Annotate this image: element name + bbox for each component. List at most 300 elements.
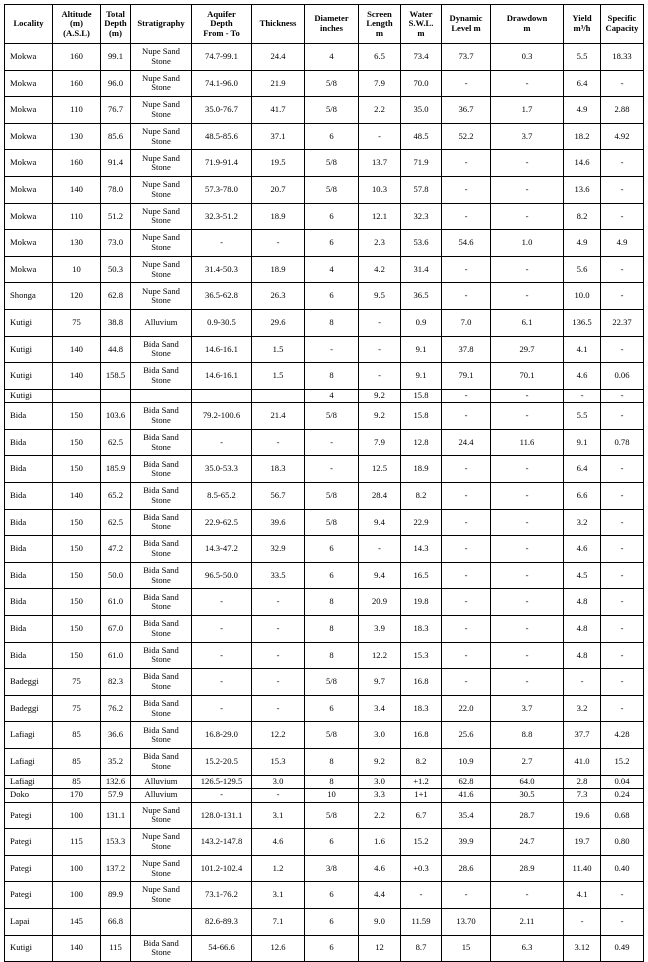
total-depth-cell: 50.0 bbox=[101, 562, 131, 589]
total-depth-cell: 44.8 bbox=[101, 336, 131, 363]
screen-length-cell: 9.5 bbox=[359, 283, 401, 310]
thickness-cell: 1.2 bbox=[252, 855, 305, 882]
table-row bbox=[5, 44, 644, 71]
drawdown-cell: 6.3 bbox=[491, 935, 564, 962]
locality-cell: Pategi bbox=[5, 802, 53, 829]
header-drawdown bbox=[491, 5, 564, 44]
specific-capacity-cell: - bbox=[601, 403, 644, 430]
water-swl-cell: 53.6 bbox=[401, 230, 442, 257]
yield-cell: - bbox=[564, 669, 601, 696]
yield-cell: 3.12 bbox=[564, 935, 601, 962]
stratigraphy-cell bbox=[131, 309, 192, 336]
locality-cell: Mokwa bbox=[5, 203, 53, 230]
specific-capacity-cell: 18.33 bbox=[601, 44, 644, 71]
screen-length-cell: 9.4 bbox=[359, 509, 401, 536]
thickness-cell: - bbox=[252, 789, 305, 803]
stratigraphy-line: Stone bbox=[151, 707, 171, 718]
screen-length-cell: 2.2 bbox=[359, 802, 401, 829]
table-row bbox=[5, 855, 644, 882]
diameter-cell: 5/8 bbox=[305, 722, 359, 749]
stratigraphy-cell bbox=[131, 642, 192, 669]
table-row bbox=[5, 256, 644, 283]
dynamic-level-cell: 7.0 bbox=[442, 309, 491, 336]
table-row bbox=[5, 642, 644, 669]
water-swl-cell: 6.7 bbox=[401, 802, 442, 829]
diameter-cell: 4 bbox=[305, 44, 359, 71]
thickness-cell: 12.2 bbox=[252, 722, 305, 749]
specific-capacity-cell: - bbox=[601, 562, 644, 589]
stratigraphy-cell bbox=[131, 44, 192, 71]
screen-length-cell: 9.0 bbox=[359, 908, 401, 935]
diameter-cell: 10 bbox=[305, 789, 359, 803]
water-swl-cell: 8.2 bbox=[401, 483, 442, 510]
aquifer-depth-cell: - bbox=[192, 429, 252, 456]
stratigraphy-line: Nupe Sand bbox=[142, 125, 180, 136]
stratigraphy-line: Nupe Sand bbox=[142, 179, 180, 190]
dynamic-level-cell: 79.1 bbox=[442, 363, 491, 390]
drawdown-cell: 28.9 bbox=[491, 855, 564, 882]
header-screen-length-line: Screen bbox=[367, 8, 392, 19]
water-swl-cell: 14.3 bbox=[401, 536, 442, 563]
altitude-cell: 110 bbox=[53, 203, 101, 230]
stratigraphy-line: Bida Sand bbox=[143, 751, 179, 762]
stratigraphy-cell bbox=[131, 695, 192, 722]
total-depth-cell: 50.3 bbox=[101, 256, 131, 283]
diameter-cell: - bbox=[305, 336, 359, 363]
altitude-cell: 130 bbox=[53, 230, 101, 257]
stratigraphy-line: Alluvium bbox=[144, 789, 178, 800]
header-yield-line: m³/h bbox=[573, 23, 591, 33]
stratigraphy-cell bbox=[131, 669, 192, 696]
stratigraphy-line: Stone bbox=[151, 468, 171, 479]
water-swl-cell: 15.3 bbox=[401, 642, 442, 669]
stratigraphy-line: Nupe Sand bbox=[142, 205, 180, 216]
stratigraphy-line: Stone bbox=[151, 947, 171, 958]
diameter-cell: 6 bbox=[305, 935, 359, 962]
screen-length-cell: 7.9 bbox=[359, 429, 401, 456]
locality-cell: Pategi bbox=[5, 829, 53, 856]
yield-cell: 18.2 bbox=[564, 123, 601, 150]
specific-capacity-cell: 0.49 bbox=[601, 935, 644, 962]
yield-cell: 4.8 bbox=[564, 615, 601, 642]
stratigraphy-cell bbox=[131, 123, 192, 150]
aquifer-depth-cell: 71.9-91.4 bbox=[192, 150, 252, 177]
stratigraphy-line: Nupe Sand bbox=[142, 232, 180, 243]
yield-cell: 7.3 bbox=[564, 789, 601, 803]
locality-cell: Mokwa bbox=[5, 256, 53, 283]
thickness-cell: - bbox=[252, 615, 305, 642]
drawdown-cell: 0.3 bbox=[491, 44, 564, 71]
diameter-cell: 8 bbox=[305, 589, 359, 616]
water-swl-cell: +1.2 bbox=[401, 775, 442, 789]
stratigraphy-line: Stone bbox=[151, 547, 171, 558]
table-row bbox=[5, 536, 644, 563]
diameter-cell: 5/8 bbox=[305, 669, 359, 696]
borehole-data-table bbox=[4, 4, 644, 962]
locality-cell: Kutigi bbox=[5, 363, 53, 390]
table-row bbox=[5, 97, 644, 124]
thickness-cell: - bbox=[252, 429, 305, 456]
dynamic-level-cell: 13.70 bbox=[442, 908, 491, 935]
stratigraphy-line: Stone bbox=[151, 135, 171, 146]
drawdown-cell: - bbox=[491, 150, 564, 177]
specific-capacity-cell: - bbox=[601, 283, 644, 310]
stratigraphy-cell bbox=[131, 203, 192, 230]
dynamic-level-cell: - bbox=[442, 562, 491, 589]
screen-length-cell: 12.1 bbox=[359, 203, 401, 230]
stratigraphy-cell bbox=[131, 97, 192, 124]
header-aquifer-depth-line: Aquifer bbox=[207, 8, 236, 19]
stratigraphy-cell bbox=[131, 722, 192, 749]
stratigraphy-cell bbox=[131, 176, 192, 203]
screen-length-cell: 9.2 bbox=[359, 748, 401, 775]
altitude-cell: 75 bbox=[53, 309, 101, 336]
altitude-cell: 150 bbox=[53, 642, 101, 669]
yield-cell: 10.0 bbox=[564, 283, 601, 310]
dynamic-level-cell: - bbox=[442, 176, 491, 203]
locality-cell: Shonga bbox=[5, 283, 53, 310]
screen-length-cell: 12.2 bbox=[359, 642, 401, 669]
screen-length-cell: 10.3 bbox=[359, 176, 401, 203]
drawdown-cell: - bbox=[491, 403, 564, 430]
stratigraphy-line: Nupe Sand bbox=[142, 285, 180, 296]
aquifer-depth-cell bbox=[192, 389, 252, 403]
locality-cell: Badeggi bbox=[5, 695, 53, 722]
stratigraphy-cell bbox=[131, 748, 192, 775]
screen-length-cell: - bbox=[359, 536, 401, 563]
specific-capacity-cell: - bbox=[601, 642, 644, 669]
locality-cell: Mokwa bbox=[5, 44, 53, 71]
drawdown-cell: 2.7 bbox=[491, 748, 564, 775]
header-specific-capacity-line: Specific bbox=[607, 13, 637, 24]
dynamic-level-cell: 54.6 bbox=[442, 230, 491, 257]
total-depth-cell: 35.2 bbox=[101, 748, 131, 775]
diameter-cell: 5/8 bbox=[305, 176, 359, 203]
specific-capacity-cell: - bbox=[601, 203, 644, 230]
stratigraphy-line: Stone bbox=[151, 521, 171, 532]
dynamic-level-cell: 28.6 bbox=[442, 855, 491, 882]
stratigraphy-cell bbox=[131, 802, 192, 829]
water-swl-cell: 11.59 bbox=[401, 908, 442, 935]
stratigraphy-cell bbox=[131, 562, 192, 589]
header-total-depth-line: Depth bbox=[104, 18, 127, 29]
water-swl-cell: 8.2 bbox=[401, 748, 442, 775]
screen-length-cell: 9.2 bbox=[359, 403, 401, 430]
stratigraphy-cell bbox=[131, 429, 192, 456]
thickness-cell: 41.7 bbox=[252, 97, 305, 124]
drawdown-cell: - bbox=[491, 256, 564, 283]
specific-capacity-cell: - bbox=[601, 882, 644, 909]
thickness-cell: 1.5 bbox=[252, 363, 305, 390]
water-swl-cell: 12.8 bbox=[401, 429, 442, 456]
aquifer-depth-cell: 35.0-76.7 bbox=[192, 97, 252, 124]
stratigraphy-cell bbox=[131, 829, 192, 856]
table-row bbox=[5, 748, 644, 775]
stratigraphy-line: Stone bbox=[151, 188, 171, 199]
drawdown-cell: - bbox=[491, 283, 564, 310]
locality-cell: Bida bbox=[5, 456, 53, 483]
header-specific-capacity bbox=[601, 5, 644, 44]
screen-length-cell: 3.3 bbox=[359, 789, 401, 803]
stratigraphy-line: Bida Sand bbox=[143, 485, 179, 496]
stratigraphy-cell bbox=[131, 509, 192, 536]
screen-length-cell: - bbox=[359, 363, 401, 390]
specific-capacity-cell: - bbox=[601, 70, 644, 97]
total-depth-cell: 82.3 bbox=[101, 669, 131, 696]
stratigraphy-line: Stone bbox=[151, 494, 171, 505]
aquifer-depth-cell: 0.9-30.5 bbox=[192, 309, 252, 336]
specific-capacity-cell: - bbox=[601, 669, 644, 696]
locality-cell: Bida bbox=[5, 509, 53, 536]
screen-length-cell: 4.6 bbox=[359, 855, 401, 882]
locality-cell: Mokwa bbox=[5, 97, 53, 124]
table-row bbox=[5, 309, 644, 336]
altitude-cell: 160 bbox=[53, 70, 101, 97]
altitude-cell: 85 bbox=[53, 775, 101, 789]
yield-cell: 6.6 bbox=[564, 483, 601, 510]
altitude-cell: 145 bbox=[53, 908, 101, 935]
altitude-cell: 160 bbox=[53, 150, 101, 177]
altitude-cell: 85 bbox=[53, 748, 101, 775]
water-swl-cell: - bbox=[401, 882, 442, 909]
stratigraphy-line: Bida Sand bbox=[143, 564, 179, 575]
yield-cell: - bbox=[564, 908, 601, 935]
diameter-cell: 6 bbox=[305, 283, 359, 310]
table-row bbox=[5, 722, 644, 749]
stratigraphy-line: Bida Sand bbox=[143, 365, 179, 376]
thickness-cell: 33.5 bbox=[252, 562, 305, 589]
aquifer-depth-cell: 143.2-147.8 bbox=[192, 829, 252, 856]
dynamic-level-cell: 41.6 bbox=[442, 789, 491, 803]
stratigraphy-line: Stone bbox=[151, 814, 171, 825]
water-swl-cell: 16.8 bbox=[401, 722, 442, 749]
dynamic-level-cell: - bbox=[442, 256, 491, 283]
total-depth-cell: 38.8 bbox=[101, 309, 131, 336]
total-depth-cell: 51.2 bbox=[101, 203, 131, 230]
specific-capacity-cell: 0.06 bbox=[601, 363, 644, 390]
stratigraphy-line: Stone bbox=[151, 215, 171, 226]
table-row bbox=[5, 829, 644, 856]
thickness-cell: 20.7 bbox=[252, 176, 305, 203]
stratigraphy-line: Stone bbox=[151, 268, 171, 279]
aquifer-depth-cell: 35.0-53.3 bbox=[192, 456, 252, 483]
aquifer-depth-cell: 126.5-129.5 bbox=[192, 775, 252, 789]
aquifer-depth-cell: 79.2-100.6 bbox=[192, 403, 252, 430]
diameter-cell: 5/8 bbox=[305, 483, 359, 510]
drawdown-cell: 1.7 bbox=[491, 97, 564, 124]
dynamic-level-cell: 25.6 bbox=[442, 722, 491, 749]
stratigraphy-cell bbox=[131, 403, 192, 430]
screen-length-cell: 9.7 bbox=[359, 669, 401, 696]
screen-length-cell: 4.4 bbox=[359, 882, 401, 909]
stratigraphy-line: Stone bbox=[151, 867, 171, 878]
screen-length-cell: 3.0 bbox=[359, 722, 401, 749]
table-row bbox=[5, 775, 644, 789]
specific-capacity-cell: - bbox=[601, 908, 644, 935]
thickness-cell: - bbox=[252, 669, 305, 696]
table-row bbox=[5, 695, 644, 722]
thickness-cell: 3.1 bbox=[252, 882, 305, 909]
yield-cell: 19.6 bbox=[564, 802, 601, 829]
aquifer-depth-cell: 36.5-62.8 bbox=[192, 283, 252, 310]
aquifer-depth-cell: - bbox=[192, 589, 252, 616]
locality-cell: Kutigi bbox=[5, 389, 53, 403]
drawdown-cell: 70.1 bbox=[491, 363, 564, 390]
specific-capacity-cell: - bbox=[601, 150, 644, 177]
aquifer-depth-cell: 48.5-85.6 bbox=[192, 123, 252, 150]
thickness-cell: 21.9 bbox=[252, 70, 305, 97]
specific-capacity-cell: 0.80 bbox=[601, 829, 644, 856]
screen-length-cell: - bbox=[359, 123, 401, 150]
specific-capacity-cell: 15.2 bbox=[601, 748, 644, 775]
total-depth-cell: 103.6 bbox=[101, 403, 131, 430]
diameter-cell: 8 bbox=[305, 642, 359, 669]
header-altitude bbox=[53, 5, 101, 44]
header-total-depth-line: Total bbox=[106, 8, 125, 19]
stratigraphy-cell bbox=[131, 150, 192, 177]
thickness-cell: - bbox=[252, 642, 305, 669]
water-swl-cell: 36.5 bbox=[401, 283, 442, 310]
thickness-cell: 18.9 bbox=[252, 256, 305, 283]
diameter-cell: 4 bbox=[305, 389, 359, 403]
drawdown-cell: 24.7 bbox=[491, 829, 564, 856]
table-row bbox=[5, 70, 644, 97]
locality-cell: Pategi bbox=[5, 855, 53, 882]
screen-length-cell: - bbox=[359, 309, 401, 336]
drawdown-cell: 11.6 bbox=[491, 429, 564, 456]
thickness-cell: 56.7 bbox=[252, 483, 305, 510]
stratigraphy-line: Nupe Sand bbox=[142, 831, 180, 842]
table-row bbox=[5, 336, 644, 363]
diameter-cell: 6 bbox=[305, 562, 359, 589]
specific-capacity-cell: 4.92 bbox=[601, 123, 644, 150]
aquifer-depth-cell: 82.6-89.3 bbox=[192, 908, 252, 935]
specific-capacity-cell: - bbox=[601, 615, 644, 642]
drawdown-cell: - bbox=[491, 509, 564, 536]
diameter-cell: 6 bbox=[305, 536, 359, 563]
table-row bbox=[5, 562, 644, 589]
table-row bbox=[5, 389, 644, 403]
stratigraphy-line: Bida Sand bbox=[143, 431, 179, 442]
locality-cell: Mokwa bbox=[5, 230, 53, 257]
locality-cell: Lapai bbox=[5, 908, 53, 935]
header-yield bbox=[564, 5, 601, 44]
header-dynamic-level-line: Dynamic bbox=[449, 13, 483, 24]
stratigraphy-line: Nupe Sand bbox=[142, 884, 180, 895]
water-swl-cell: 1+1 bbox=[401, 789, 442, 803]
screen-length-cell: 20.9 bbox=[359, 589, 401, 616]
water-swl-cell: 16.8 bbox=[401, 669, 442, 696]
total-depth-cell: 47.2 bbox=[101, 536, 131, 563]
aquifer-depth-cell: 16.8-29.0 bbox=[192, 722, 252, 749]
dynamic-level-cell: - bbox=[442, 589, 491, 616]
aquifer-depth-cell: 128.0-131.1 bbox=[192, 802, 252, 829]
drawdown-cell: - bbox=[491, 669, 564, 696]
stratigraphy-line: Nupe Sand bbox=[142, 258, 180, 269]
yield-cell: 5.5 bbox=[564, 44, 601, 71]
aquifer-depth-cell: 57.3-78.0 bbox=[192, 176, 252, 203]
yield-cell: 5.6 bbox=[564, 256, 601, 283]
stratigraphy-line: Stone bbox=[151, 295, 171, 306]
screen-length-cell: 1.6 bbox=[359, 829, 401, 856]
dynamic-level-cell: 52.2 bbox=[442, 123, 491, 150]
drawdown-cell: 64.0 bbox=[491, 775, 564, 789]
stratigraphy-line: Stone bbox=[151, 680, 171, 691]
diameter-cell: 8 bbox=[305, 309, 359, 336]
locality-cell: Pategi bbox=[5, 882, 53, 909]
stratigraphy-line: Stone bbox=[151, 55, 171, 66]
water-swl-cell: +0.3 bbox=[401, 855, 442, 882]
aquifer-depth-cell: 31.4-50.3 bbox=[192, 256, 252, 283]
altitude-cell: 140 bbox=[53, 935, 101, 962]
thickness-cell: 39.6 bbox=[252, 509, 305, 536]
header-stratigraphy-line: Stratigraphy bbox=[137, 18, 185, 29]
specific-capacity-cell: - bbox=[601, 536, 644, 563]
stratigraphy-line: Alluvium bbox=[144, 775, 178, 786]
altitude-cell: 140 bbox=[53, 483, 101, 510]
aquifer-depth-cell: - bbox=[192, 230, 252, 257]
water-swl-cell: 0.9 bbox=[401, 309, 442, 336]
specific-capacity-cell: - bbox=[601, 389, 644, 403]
altitude-cell: 100 bbox=[53, 882, 101, 909]
thickness-cell: 19.5 bbox=[252, 150, 305, 177]
aquifer-depth-cell: 54-66.6 bbox=[192, 935, 252, 962]
drawdown-cell: 1.0 bbox=[491, 230, 564, 257]
stratigraphy-line: Bida Sand bbox=[143, 591, 179, 602]
thickness-cell: 15.3 bbox=[252, 748, 305, 775]
screen-length-cell: 3.9 bbox=[359, 615, 401, 642]
header-dynamic-level bbox=[442, 5, 491, 44]
altitude-cell: 100 bbox=[53, 802, 101, 829]
aquifer-depth-cell: 73.1-76.2 bbox=[192, 882, 252, 909]
locality-cell: Badeggi bbox=[5, 669, 53, 696]
specific-capacity-cell: 0.40 bbox=[601, 855, 644, 882]
dynamic-level-cell: 73.7 bbox=[442, 44, 491, 71]
stratigraphy-line: Nupe Sand bbox=[142, 72, 180, 83]
dynamic-level-cell: 22.0 bbox=[442, 695, 491, 722]
dynamic-level-cell: - bbox=[442, 70, 491, 97]
water-swl-cell: 9.1 bbox=[401, 336, 442, 363]
table-row bbox=[5, 615, 644, 642]
header-diameter bbox=[305, 5, 359, 44]
diameter-cell: 6 bbox=[305, 695, 359, 722]
altitude-cell: 150 bbox=[53, 562, 101, 589]
water-swl-cell: 9.1 bbox=[401, 363, 442, 390]
water-swl-cell: 71.9 bbox=[401, 150, 442, 177]
header-water-swl-line: Water bbox=[409, 8, 433, 19]
drawdown-cell: 3.7 bbox=[491, 123, 564, 150]
yield-cell: 3.2 bbox=[564, 695, 601, 722]
stratigraphy-line: Stone bbox=[151, 108, 171, 119]
locality-cell: Bida bbox=[5, 483, 53, 510]
stratigraphy-line: Bida Sand bbox=[143, 937, 179, 948]
table-body bbox=[5, 44, 644, 962]
drawdown-cell: - bbox=[491, 389, 564, 403]
total-depth-cell: 158.5 bbox=[101, 363, 131, 390]
stratigraphy-cell bbox=[131, 230, 192, 257]
yield-cell: - bbox=[564, 389, 601, 403]
locality-cell: Bida bbox=[5, 562, 53, 589]
yield-cell: 13.6 bbox=[564, 176, 601, 203]
drawdown-cell: 28.7 bbox=[491, 802, 564, 829]
total-depth-cell: 137.2 bbox=[101, 855, 131, 882]
yield-cell: 37.7 bbox=[564, 722, 601, 749]
stratigraphy-line: Bida Sand bbox=[143, 458, 179, 469]
screen-length-cell: 7.9 bbox=[359, 70, 401, 97]
altitude-cell: 150 bbox=[53, 509, 101, 536]
specific-capacity-cell: - bbox=[601, 176, 644, 203]
drawdown-cell: - bbox=[491, 536, 564, 563]
